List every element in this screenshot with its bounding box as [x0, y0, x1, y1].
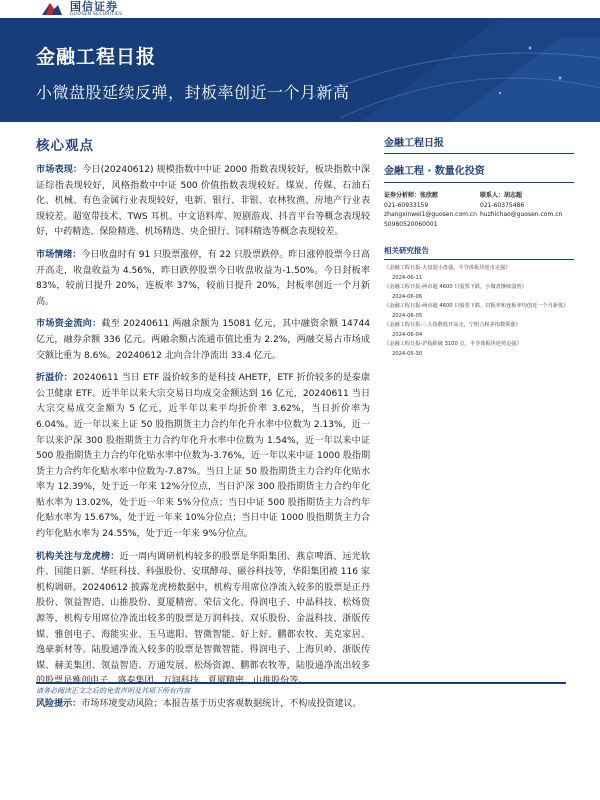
paragraph-lead: 市场资金流向：: [36, 319, 102, 330]
paragraph-lead: 风险提示：: [36, 699, 82, 709]
paragraph-text: 市场环境变动风险；本报告基于历史客观数据统计，不构成投资建议。: [81, 699, 362, 709]
related-reports-title: 相关研究报告: [384, 246, 429, 255]
report-subtitle: 小微盘股延续反弹，封板率创近一个月新高: [36, 83, 350, 102]
title-banner: [0, 18, 600, 122]
footer-disclaimer: 请务必阅读正文之后的免责声明及其项下所有内容: [36, 687, 190, 695]
related-report-item[interactable]: 《金融工程日报-两市超 4600 只股票下跌，小微盘继续弱势》: [384, 284, 527, 290]
footer-divider: [36, 682, 566, 684]
divider: [384, 153, 574, 154]
side-category: 金融工程 · 数量化投资: [384, 166, 485, 177]
paragraph-lead: 折溢价：: [36, 373, 73, 384]
related-report-date: 2024-06-11: [392, 275, 423, 281]
paragraph-risk-warning: [36, 697, 370, 713]
analyst-license: S0980520060001: [384, 220, 438, 228]
analyst-email[interactable]: zhangxinwei1@guosen.com.cn: [384, 211, 477, 218]
divider: [384, 182, 574, 183]
paragraph-text: 近一周内调研机构较多的股票是华阳集团、燕京啤酒、远光软件、国能日新、华旺科技、科强股份、安琪酵母、磁谷科技等，华阳集团被 116 家机构调研。20240612 披露龙虎榜数据中，机构专用席位净流入较多的股票是正丹股份、领益智造、山推股份、夏厦精密、荣信文化、得润电子、中晶科技、松炀资源等，机构专用席位净流出较多的股票是万润科技、双乐股份、金溢科技、浙版传媒、雅创电子、海能实业、玉马遮阳、智微智能、好上好、鹏都农牧、美克家居、逸豪新材等。陆股通净流入较多的股票是智微智能、得润电子、上海贝岭、浙版传媒、赫美集团、领益智造、万通发展、松炀资源、鹏都农牧等，陆股通净流出较多: [36, 551, 370, 671]
analyst-name: 张欣慰: [420, 192, 439, 199]
brand-logo: [40, 0, 122, 18]
related-report-item[interactable]: 《金融工程日报-三大指数低开高走，宁组合和茅指数领涨》: [384, 322, 521, 328]
paragraph-market-performance: [36, 163, 370, 241]
contact-name: 胡志超: [504, 192, 523, 199]
analyst-info: [384, 191, 574, 229]
divider: [384, 259, 574, 260]
paragraph-market-sentiment: [36, 248, 370, 310]
logo-en-text: GUOSEN SECURITIES: [70, 11, 123, 17]
contact-phone: 021-60375486: [480, 201, 525, 209]
paragraph-lead: 机构关注与龙虎榜：: [36, 551, 120, 562]
report-title: 金融工程日报: [36, 46, 157, 68]
related-report-date: 2024-06-05: [392, 313, 423, 319]
paragraph-premium-discount: [36, 371, 370, 543]
paragraph-institution-focus: [36, 550, 370, 690]
section-title: 核心观点: [36, 138, 94, 154]
related-report-date: 2024-06-04: [392, 332, 423, 338]
logo-cn-text: 国信证券: [70, 0, 118, 13]
guosen-logo-icon: [40, 1, 64, 17]
paragraph-text: 截至 20240611 两融余额为 15081 亿元，其中融资余额 14744 亿元，融券余额 336 亿元。两融余额占流通市值比重为 2.2%，两融交易占市场成交额比重为 8.6%。20240612 北向合计净流出 33.4 亿元。: [36, 319, 370, 361]
contact-label: 联系人：: [480, 192, 505, 199]
analyst-label: 证券分析师：: [384, 192, 421, 199]
related-report-item[interactable]: 《金融工程日报-沪指跌破 3100 点，半导体板块逆势走强》: [384, 341, 522, 347]
contact-email[interactable]: huzhichao@guosen.com.cn: [480, 211, 563, 218]
related-report-date: 2024-06-06: [392, 294, 423, 300]
paragraph-text: 今日(20240612) 规模指数中中证 2000 指数表现较好，板块指数中深证综指表现较好，风格指数中中证 500 价值指数表现较好。煤炭、传媒、石油石化、机械、有色金属行业表现较好，电新、银行、非银、农林牧渔、房地产行业表现较差。超宽带技术、TWS 耳机、中文语料库、短剧游戏、抖音平台等概念表现较好，中药精选、保险精选、机场精选、央企银行、饲料精选等概念表现较差。: [36, 165, 370, 238]
paragraph-capital-flow: [36, 317, 370, 364]
side-column: [384, 134, 574, 359]
contact-line: [480, 191, 574, 201]
analyst-line: [384, 191, 480, 201]
related-report-list: [384, 264, 574, 358]
related-report-item[interactable]: 《金融工程日报-大盘弱小盘强，半导体板块逆市走强》: [384, 265, 511, 271]
side-report-type: 金融工程日报: [384, 138, 444, 149]
banner-decoration: [300, 18, 600, 122]
related-report-date: 2024-05-30: [392, 351, 423, 357]
main-column: [36, 130, 370, 720]
analyst-phone: 021-60933159: [384, 201, 429, 209]
paragraph-lead: 市场表现：: [36, 165, 83, 175]
related-report-item[interactable]: 《金融工程日报-两市超 4600 只股票下跌，封板率和连板率均创近一个月新低》: [384, 303, 569, 309]
paragraph-text: 20240611 当日 ETF 溢价较多的是科技 AHETF，ETF 折价较多的是泰康公卫健康 ETF。近半年以来大宗交易日均成交金额达到 16 亿元，20240611 当日大宗交易成交金额为 5 亿元，近半年以来平均折价率 3.62%，当日折价率为 6.04%。近一年以来上证 50 股指期货主力合约年化升水率中位数为 2.13%，近一年以来沪深 300 股指期货主力合约年化升水率中位数为 1.54%，近一年以来中证 500 股指期货主力合约年化贴水率中位数为-3.76%，近一年以来中证 1000 股指期货主力合约年化贴水率中位数为-7.87%。当日上证 50 股指期货主力合约年化贴水率为 12.39%，处于近一年来 12%分位点，当日沪深 300 股指期货主力合约年化贴水率为 13.02%，处于近一年来 5%分位点；当日中证 500 股指期货主力合约年化贴水率为 15.67%，处于近一年来 10%分位点；当日中证 1000 股指期货主力合约年化贴水率为 24.55%，处于近一年来 9%分位点。: [36, 373, 370, 540]
paragraph-text: 今日收盘时有 91 只股票涨停，有 22 只股票跌停。昨日涨停股票今日高开高走，收盘收益为 4.56%，昨日跌停股票今日收盘收益为-1.50%。今日封板率 83%，较前日提升 20%，连板率 37%，较前日提升 20%，封板率创近一个月新高。: [36, 249, 370, 307]
paragraph-lead: 市场情绪：: [36, 249, 82, 260]
